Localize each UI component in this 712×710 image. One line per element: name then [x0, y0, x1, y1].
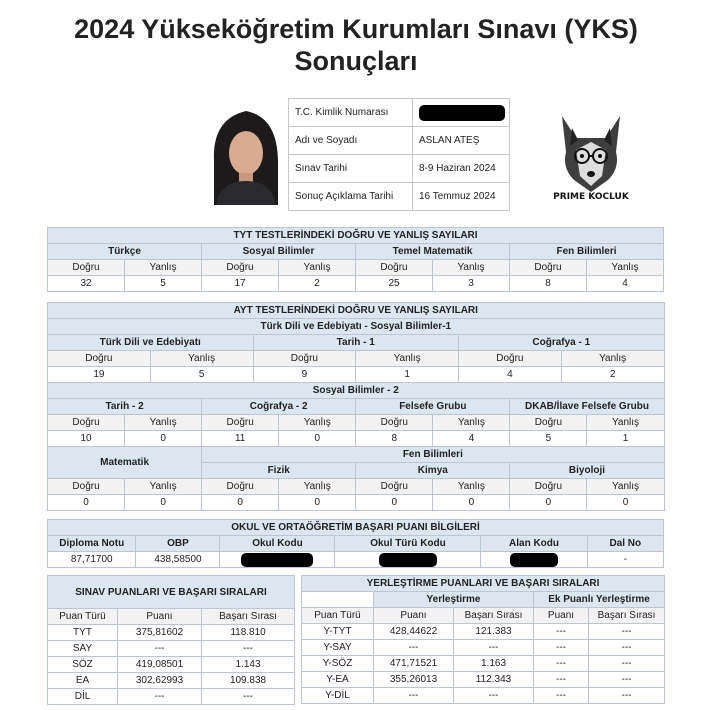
- subject-name: Tarih - 2: [48, 399, 202, 415]
- yanlis-value: 5: [125, 276, 202, 292]
- ek-basari: ---: [589, 672, 665, 688]
- ayt-group1: Türk Dili ve Edebiyatı - Sosyal Bilimler-1: [48, 319, 665, 335]
- yanlis-label: Yanlış: [433, 260, 510, 276]
- col-okul-turu: Okul Türü Kodu: [335, 536, 481, 552]
- subject-name: DKAB/İlave Felsefe Grubu: [510, 399, 664, 415]
- dogru-label: Doğru: [202, 415, 279, 431]
- basari: ---: [454, 688, 534, 704]
- dogru-value: 0: [48, 495, 125, 511]
- diploma-value: 87,71700: [48, 552, 136, 568]
- col-puan-turu: Puan Türü: [48, 609, 118, 625]
- subject-name: Sosyal Bilimler: [202, 244, 356, 260]
- basari: ---: [454, 640, 534, 656]
- subject-name: Biyoloji: [510, 463, 664, 479]
- puan-turu: Y-EA: [302, 672, 374, 688]
- yanlis-label: Yanlış: [587, 415, 664, 431]
- yanlis-value: 0: [125, 431, 202, 447]
- ayt-header: AYT TESTLERİNDEKİ DOĞRU VE YANLIŞ SAYILARI: [48, 303, 665, 319]
- subject-name: Matematik: [48, 447, 202, 479]
- basari: 1.163: [454, 656, 534, 672]
- yanlis-value: 5: [150, 367, 253, 383]
- ek-basari: ---: [589, 656, 665, 672]
- puan: ---: [118, 689, 202, 705]
- yanlis-label: Yanlış: [561, 351, 664, 367]
- yanlis-value: 3: [433, 276, 510, 292]
- table-row: [48, 641, 295, 657]
- info-value: ASLAN ATEŞ: [413, 127, 510, 155]
- prime-kocluk-logo: [550, 106, 632, 206]
- alan-kodu-redacted: [481, 552, 587, 568]
- table-row: [302, 624, 665, 640]
- page-title: 2024 Yükseköğretim Kurumları Sınavı (YKS): [74, 14, 638, 44]
- puan-turu: SAY: [48, 641, 118, 657]
- yanlis-value: 0: [125, 495, 202, 511]
- col-basari: Başarı Sırası: [202, 609, 295, 625]
- col-obp: OBP: [136, 536, 220, 552]
- puan-turu: EA: [48, 673, 118, 689]
- dogru-value: 19: [48, 367, 151, 383]
- yanlis-label: Yanlış: [587, 479, 664, 495]
- info-label: Sınav Tarihi: [289, 155, 413, 183]
- puan-turu: TYT: [48, 625, 118, 641]
- info-row-name: [289, 127, 510, 155]
- puan: 419,08501: [118, 657, 202, 673]
- subject-name: Fizik: [202, 463, 356, 479]
- ayt-group2: Sosyal Bilimler - 2: [48, 383, 665, 399]
- yanlis-label: Yanlış: [433, 415, 510, 431]
- subject-name: Türk Dili ve Edebiyatı: [48, 335, 254, 351]
- subject-name: Coğrafya - 2: [202, 399, 356, 415]
- dogru-value: 17: [202, 276, 279, 292]
- col-diploma: Diploma Notu: [48, 536, 136, 552]
- col-puan-turu: Puan Türü: [302, 608, 374, 624]
- yer-blank: [302, 592, 374, 608]
- basari: 118.810: [202, 625, 295, 641]
- table-row: [302, 640, 665, 656]
- dogru-label: Doğru: [510, 479, 587, 495]
- dogru-value: 0: [510, 495, 587, 511]
- puan: 355,26013: [374, 672, 454, 688]
- page-subtitle: Sonuçları: [294, 46, 418, 76]
- puan-turu: Y-SÖZ: [302, 656, 374, 672]
- dogru-label: Doğru: [459, 351, 562, 367]
- yanlis-label: Yanlış: [356, 351, 459, 367]
- info-row-tc: [289, 99, 510, 127]
- table-row: [302, 688, 665, 704]
- tc-no-redacted: [413, 99, 510, 127]
- dogru-label: Doğru: [356, 479, 433, 495]
- col-ek-puani: Puanı: [534, 608, 589, 624]
- table-row: [302, 656, 665, 672]
- puan: ---: [118, 641, 202, 657]
- yanlis-value: 2: [561, 367, 664, 383]
- yanlis-label: Yanlış: [279, 260, 356, 276]
- dogru-value: 10: [48, 431, 125, 447]
- dogru-label: Doğru: [253, 351, 356, 367]
- tyt-header: TYT TESTLERİNDEKİ DOĞRU VE YANLIŞ SAYILARI: [48, 228, 664, 244]
- col-basari: Başarı Sırası: [454, 608, 534, 624]
- dogru-label: Doğru: [202, 260, 279, 276]
- basari: 112.343: [454, 672, 534, 688]
- info-row-date: [289, 155, 510, 183]
- ek-basari: ---: [589, 624, 665, 640]
- yanlis-label: Yanlış: [150, 351, 253, 367]
- dogru-value: 8: [356, 431, 433, 447]
- yanlis-label: Yanlış: [587, 260, 664, 276]
- dogru-label: Doğru: [48, 415, 125, 431]
- dogru-value: 32: [48, 276, 125, 292]
- basari: ---: [202, 689, 295, 705]
- fen-header: Fen Bilimleri: [202, 447, 664, 463]
- table-row: [48, 689, 295, 705]
- puan: ---: [374, 640, 454, 656]
- basari: ---: [202, 641, 295, 657]
- subject-name: Fen Bilimleri: [510, 244, 664, 260]
- ek-basari: ---: [589, 688, 665, 704]
- table-row: [48, 657, 295, 673]
- info-label: T.C. Kimlik Numarası: [289, 99, 413, 127]
- col-puani: Puanı: [374, 608, 454, 624]
- okul-table: [47, 519, 664, 568]
- yanlis-label: Yanlış: [125, 260, 202, 276]
- yer-sub2: Ek Puanlı Yerleştirme: [534, 592, 665, 608]
- logo-text: PRIME KOCLUK: [553, 192, 629, 202]
- table-row: [302, 672, 665, 688]
- puan-turu: Y-TYT: [302, 624, 374, 640]
- col-ek-basari: Başarı Sırası: [589, 608, 665, 624]
- puan: 471,71521: [374, 656, 454, 672]
- ek-puan: ---: [534, 672, 589, 688]
- yer-sub1: Yerleştirme: [374, 592, 534, 608]
- sinav-table: [47, 575, 295, 705]
- tyt-table: [47, 227, 664, 292]
- dogru-value: 0: [202, 495, 279, 511]
- dogru-label: Doğru: [48, 351, 151, 367]
- puan-turu: SÖZ: [48, 657, 118, 673]
- dal-no-value: -: [587, 552, 663, 568]
- yanlis-value: 2: [279, 276, 356, 292]
- subject-name: Kimya: [356, 463, 510, 479]
- candidate-photo: [206, 101, 286, 205]
- okul-turu-redacted: [335, 552, 481, 568]
- basari: 1.143: [202, 657, 295, 673]
- dogru-value: 9: [253, 367, 356, 383]
- puan-turu: Y-SAY: [302, 640, 374, 656]
- yanlis-label: Yanlış: [279, 479, 356, 495]
- yanlis-value: 1: [356, 367, 459, 383]
- yanlis-value: 0: [279, 495, 356, 511]
- info-row-result: [289, 183, 510, 211]
- yanlis-value: 1: [587, 431, 664, 447]
- obp-value: 438,58500: [136, 552, 220, 568]
- yanlis-label: Yanlış: [433, 479, 510, 495]
- col-dal-no: Dal No: [587, 536, 663, 552]
- dogru-label: Doğru: [202, 479, 279, 495]
- col-puani: Puanı: [118, 609, 202, 625]
- dogru-value: 8: [510, 276, 587, 292]
- yanlis-value: 0: [433, 495, 510, 511]
- puan: 428,44622: [374, 624, 454, 640]
- table-row: [48, 625, 295, 641]
- col-alan-kodu: Alan Kodu: [481, 536, 587, 552]
- puan: 375,81602: [118, 625, 202, 641]
- yanlis-label: Yanlış: [279, 415, 356, 431]
- yerlestirme-table: [301, 575, 665, 704]
- yanlis-label: Yanlış: [125, 479, 202, 495]
- subject-name: Felsefe Grubu: [356, 399, 510, 415]
- basari: 109.838: [202, 673, 295, 689]
- dogru-label: Doğru: [510, 415, 587, 431]
- puan-turu: Y-DİL: [302, 688, 374, 704]
- puan-turu: DİL: [48, 689, 118, 705]
- sinav-header: SINAV PUANLARI VE BAŞARI SIRALARI: [48, 576, 295, 609]
- yanlis-value: 4: [433, 431, 510, 447]
- subject-name: Tarih - 1: [253, 335, 459, 351]
- ek-puan: ---: [534, 624, 589, 640]
- dogru-value: 5: [510, 431, 587, 447]
- table-row: [48, 673, 295, 689]
- dogru-label: Doğru: [510, 260, 587, 276]
- candidate-info-table: [288, 98, 510, 211]
- ayt-table: [47, 302, 665, 511]
- dogru-value: 4: [459, 367, 562, 383]
- subject-name: Coğrafya - 1: [459, 335, 665, 351]
- ek-puan: ---: [534, 656, 589, 672]
- dogru-value: 0: [356, 495, 433, 511]
- yanlis-value: 0: [279, 431, 356, 447]
- dogru-label: Doğru: [48, 479, 125, 495]
- dogru-label: Doğru: [356, 415, 433, 431]
- ek-basari: ---: [589, 640, 665, 656]
- ek-puan: ---: [534, 688, 589, 704]
- dogru-value: 25: [356, 276, 433, 292]
- dogru-label: Doğru: [48, 260, 125, 276]
- puan: 302,62993: [118, 673, 202, 689]
- info-label: Adı ve Soyadı: [289, 127, 413, 155]
- dogru-value: 11: [202, 431, 279, 447]
- basari: 121.383: [454, 624, 534, 640]
- subject-name: Türkçe: [48, 244, 202, 260]
- yer-header: YERLEŞTİRME PUANLARI VE BAŞARI SIRALARI: [302, 576, 665, 592]
- dogru-label: Doğru: [356, 260, 433, 276]
- yanlis-label: Yanlış: [125, 415, 202, 431]
- col-okul-kodu: Okul Kodu: [220, 536, 335, 552]
- puan: ---: [374, 688, 454, 704]
- okul-header: OKUL VE ORTAÖĞRETİM BAŞARI PUANI BİLGİLERİ: [48, 520, 664, 536]
- info-value: 16 Temmuz 2024: [413, 183, 510, 211]
- subject-name: Temel Matematik: [356, 244, 510, 260]
- info-label: Sonuç Açıklama Tarihi: [289, 183, 413, 211]
- ek-puan: ---: [534, 640, 589, 656]
- yanlis-value: 0: [587, 495, 664, 511]
- info-value: 8-9 Haziran 2024: [413, 155, 510, 183]
- okul-kodu-redacted: [220, 552, 335, 568]
- yanlis-value: 4: [587, 276, 664, 292]
